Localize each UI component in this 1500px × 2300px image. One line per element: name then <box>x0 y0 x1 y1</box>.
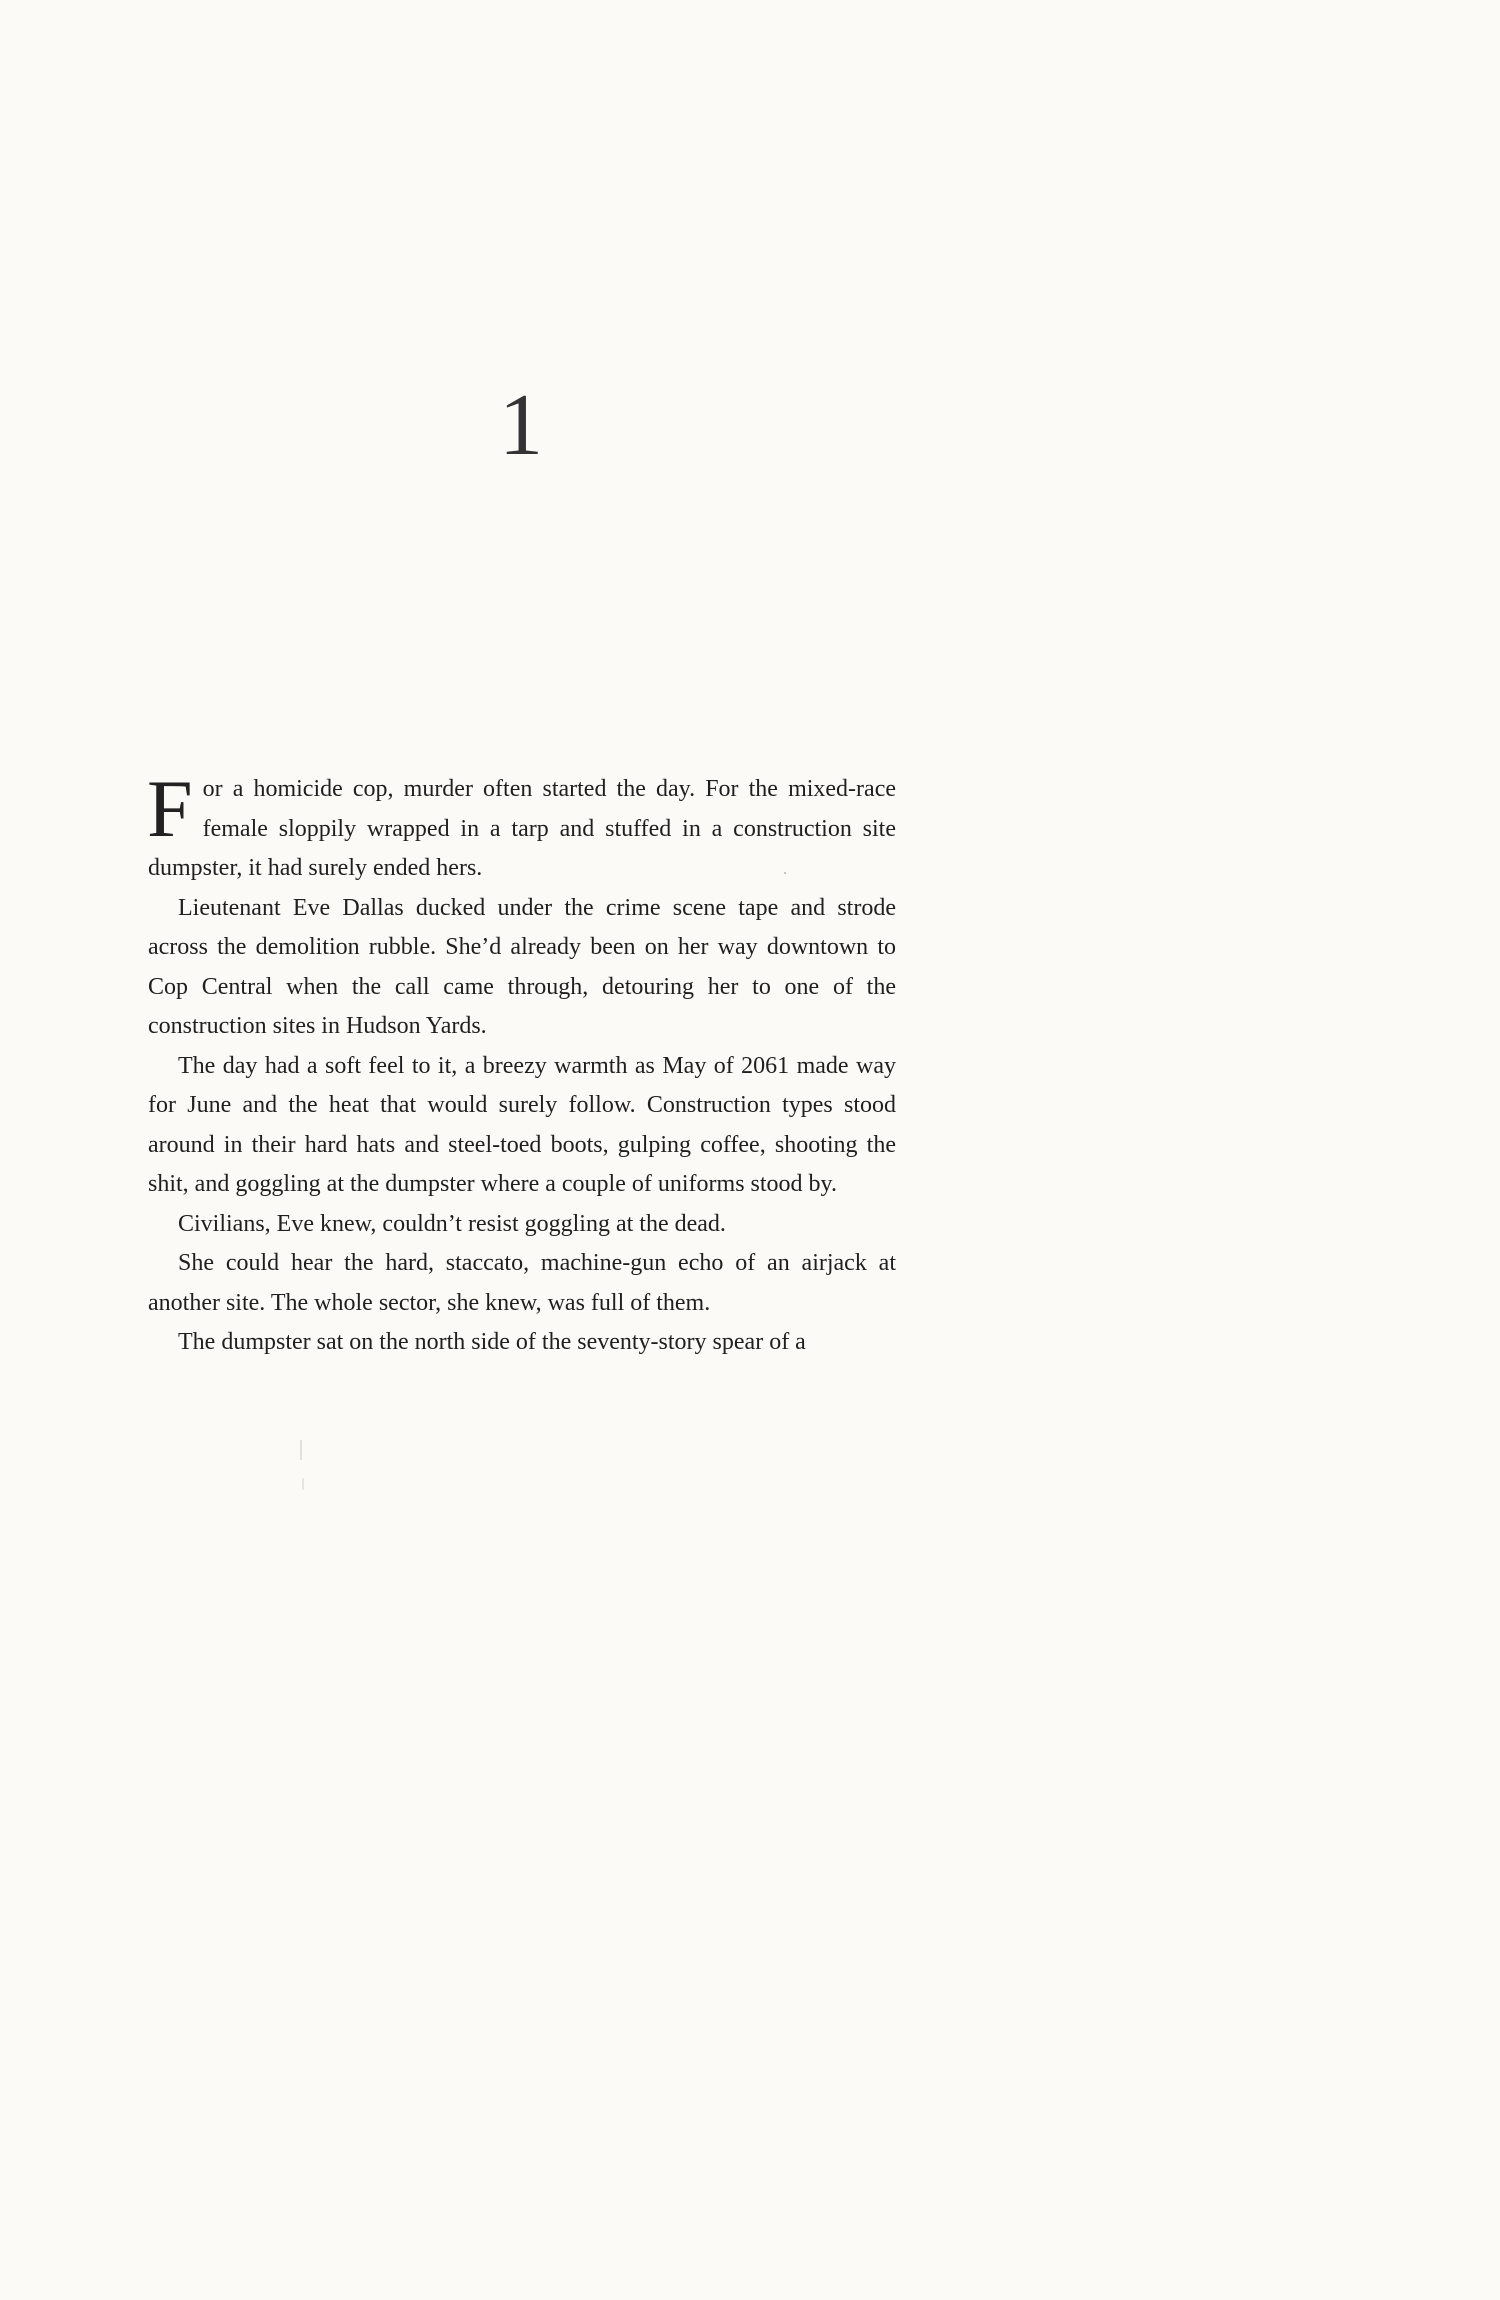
chapter-text <box>147 763 896 1363</box>
paper-speck <box>300 1440 302 1460</box>
paper-speck <box>784 872 786 874</box>
opening-paragraph <box>147 763 896 889</box>
paragraph: The day had a soft feel to it, a breezy warmth as May of 2061 made way for June and the heat that would surely follow. Construction types stood around in their hard hats and steel-toed boots, gulping coffee, shooting the shit, and goggling at the dumpster where a couple of uniforms stood by. <box>148 1052 896 1197</box>
paragraph: Lieutenant Eve Dallas ducked under the crime scene tape and strode across the demolition rubble. She’d already been on her way downtown to Cop Central when the call came through, detouring her to one of the construction sites in Hudson Yards. <box>148 894 896 1039</box>
paragraph: Civilians, Eve knew, couldn’t resist goggling at the dead. <box>178 1210 726 1237</box>
book-page <box>0 0 1024 1568</box>
opening-paragraph-text: or a homicide cop, murder often started the day. For the mixed-race female sloppily wrapped in a tarp and stuffed in a construction site dumpster, it had surely ended hers. <box>148 776 896 881</box>
drop-cap: F <box>147 763 193 854</box>
paper-speck <box>302 1478 304 1490</box>
paragraph: The dumpster sat on the north side of the seventy-story spear of a <box>178 1329 806 1355</box>
chapter-number: 1 <box>499 377 543 474</box>
paragraph: She could hear the hard, staccato, machine-gun echo of an airjack at another site. The whole sector, she knew, was full of them. <box>148 1250 896 1316</box>
